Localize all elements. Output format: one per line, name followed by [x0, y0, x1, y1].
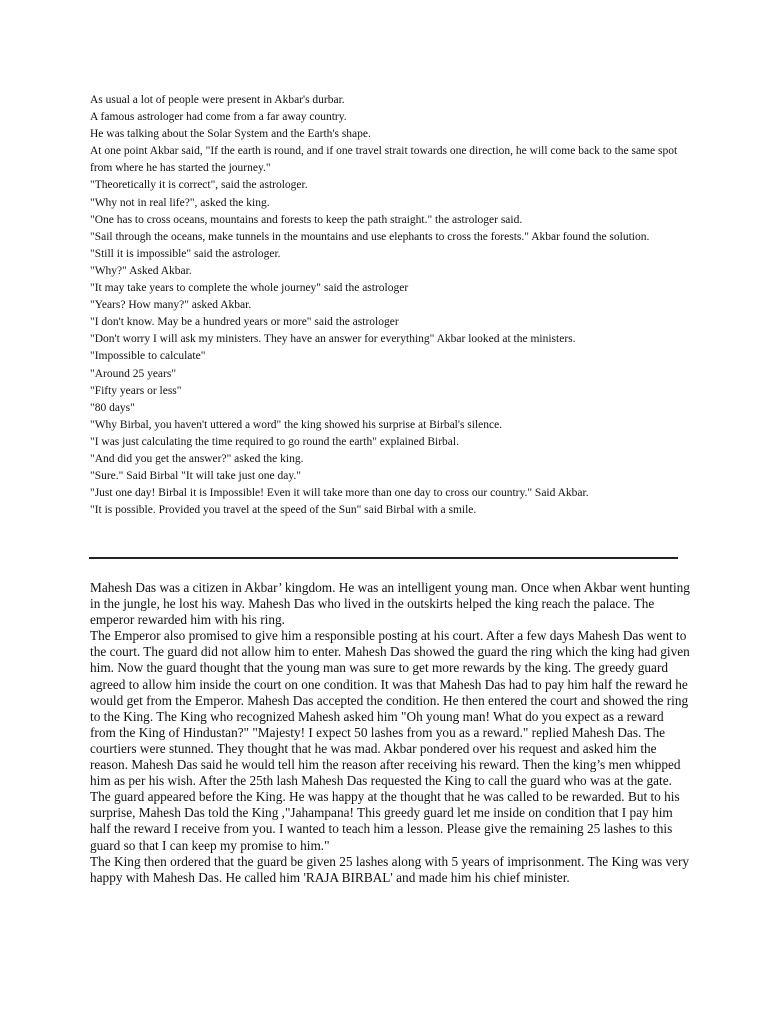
story1-line: A famous astrologer had come from a far away country.	[90, 111, 347, 124]
story1-line: "Don't worry I will ask my ministers. They have an answer for everything" Akbar looked at the ministers.	[90, 333, 576, 346]
story-mahesh-das	[90, 580, 690, 886]
story1-line: "Why not in real life?", asked the king.	[90, 196, 270, 209]
story1-line: "Why Birbal, you haven't uttered a word" the king showed his surprise at Birbal's silence.	[90, 418, 503, 431]
story1-line: "Fifty years or less"	[90, 384, 182, 397]
story1-line: "Theoretically it is correct", said the astrologer.	[90, 179, 308, 192]
story1-line: "Around 25 years"	[90, 367, 177, 380]
story1-line: "Why?" Asked Akbar.	[90, 264, 192, 277]
story2-paragraph: The Emperor also promised to give him a responsible posting at his court. After a few days Mahesh Das went to the court. The guard did not allow him to enter. Mahesh Das showed the guard the ring which the king had given him. Now the guard thought that the young man was sure to get more rewards by the king. The greedy guard agreed to allow him inside the court on one condition. It was that Mahesh Das had to pay him half the reward he would get from the Emperor. Mahesh Das accepted the condition. He then entered the court and showed the ring to the King. The King who recognized Mahesh asked him "Oh young man! What do you expect as a reward from the King of Hindustan?" "Majesty! I expect 50 lashes from you as a reward." replied Mahesh Das. The courtiers were stunned. They thought that he was mad. Akbar pondered over his request and asked him the reason. Mahesh Das said he would tell him the reason after receiving his reward. Then the king’s men whipped him as per his wish. After the 25th lash Mahesh Das requested the King to call the guard who was at the gate. The guard appeared before the King. He was happy at the thought that he was called to be rewarded. But to his surprise, Mahesh Das told the King ,"Jahampana! This greedy guard let me inside on condition that I pay him half the reward I receive from you. I wanted to teach him a lesson. Please give the remaining 25 lashes to this guard so that I can keep my promise to him."	[90, 628, 690, 853]
story1-line: "And did you get the answer?" asked the king.	[90, 452, 304, 465]
story1-line: "Just one day! Birbal it is Impossible! Even it will take more than one day to cross our country." Said Akbar.	[90, 487, 589, 500]
story1-line: "Sure." Said Birbal "It will take just one day."	[90, 470, 301, 483]
story1-line: "Impossible to calculate"	[90, 350, 206, 363]
story1-line: As usual a lot of people were present in Akbar's durbar.	[90, 94, 345, 106]
story1-line: "Sail through the oceans, make tunnels in the mountains and use elephants to cross the forests." Akbar found the solution.	[90, 230, 650, 243]
story1-line: He was talking about the Solar System and the Earth's shape.	[90, 128, 371, 141]
story-akbar-astrologer	[90, 92, 680, 519]
story1-line: "Years? How many?" asked Akbar.	[90, 299, 252, 312]
story2-paragraph: Mahesh Das was a citizen in Akbar’ kingdom. He was an intelligent young man. Once when Akbar went hunting in the jungle, he lost his way. Mahesh Das who lived in the outskirts helped the king reach the palace. The emperor rewarded him with his ring.	[90, 580, 690, 628]
horizontal-divider	[89, 557, 678, 559]
story1-line: "It may take years to complete the whole journey" said the astrologer	[90, 282, 409, 295]
story1-line: "Still it is impossible" said the astrologer.	[90, 247, 281, 260]
story1-line: At one point Akbar said, "If the earth is round, and if one travel strait towards one direction, he will come back to the same spot from where he has started the journey."	[90, 145, 678, 175]
story1-line: "One has to cross oceans, mountains and forests to keep the path straight." the astrologer said.	[90, 213, 523, 226]
story1-line: "It is possible. Provided you travel at the speed of the Sun" said Birbal with a smile.	[90, 504, 477, 517]
story1-line: "I don't know. May be a hundred years or more" said the astrologer	[90, 316, 399, 329]
story1-line: "I was just calculating the time required to go round the earth" explained Birbal.	[90, 435, 459, 448]
story2-paragraph: The King then ordered that the guard be given 25 lashes along with 5 years of imprisonment. The King was very happy with Mahesh Das. He called him 'RAJA BIRBAL' and made him his chief minister.	[90, 853, 690, 885]
story1-line: "80 days"	[90, 401, 135, 414]
